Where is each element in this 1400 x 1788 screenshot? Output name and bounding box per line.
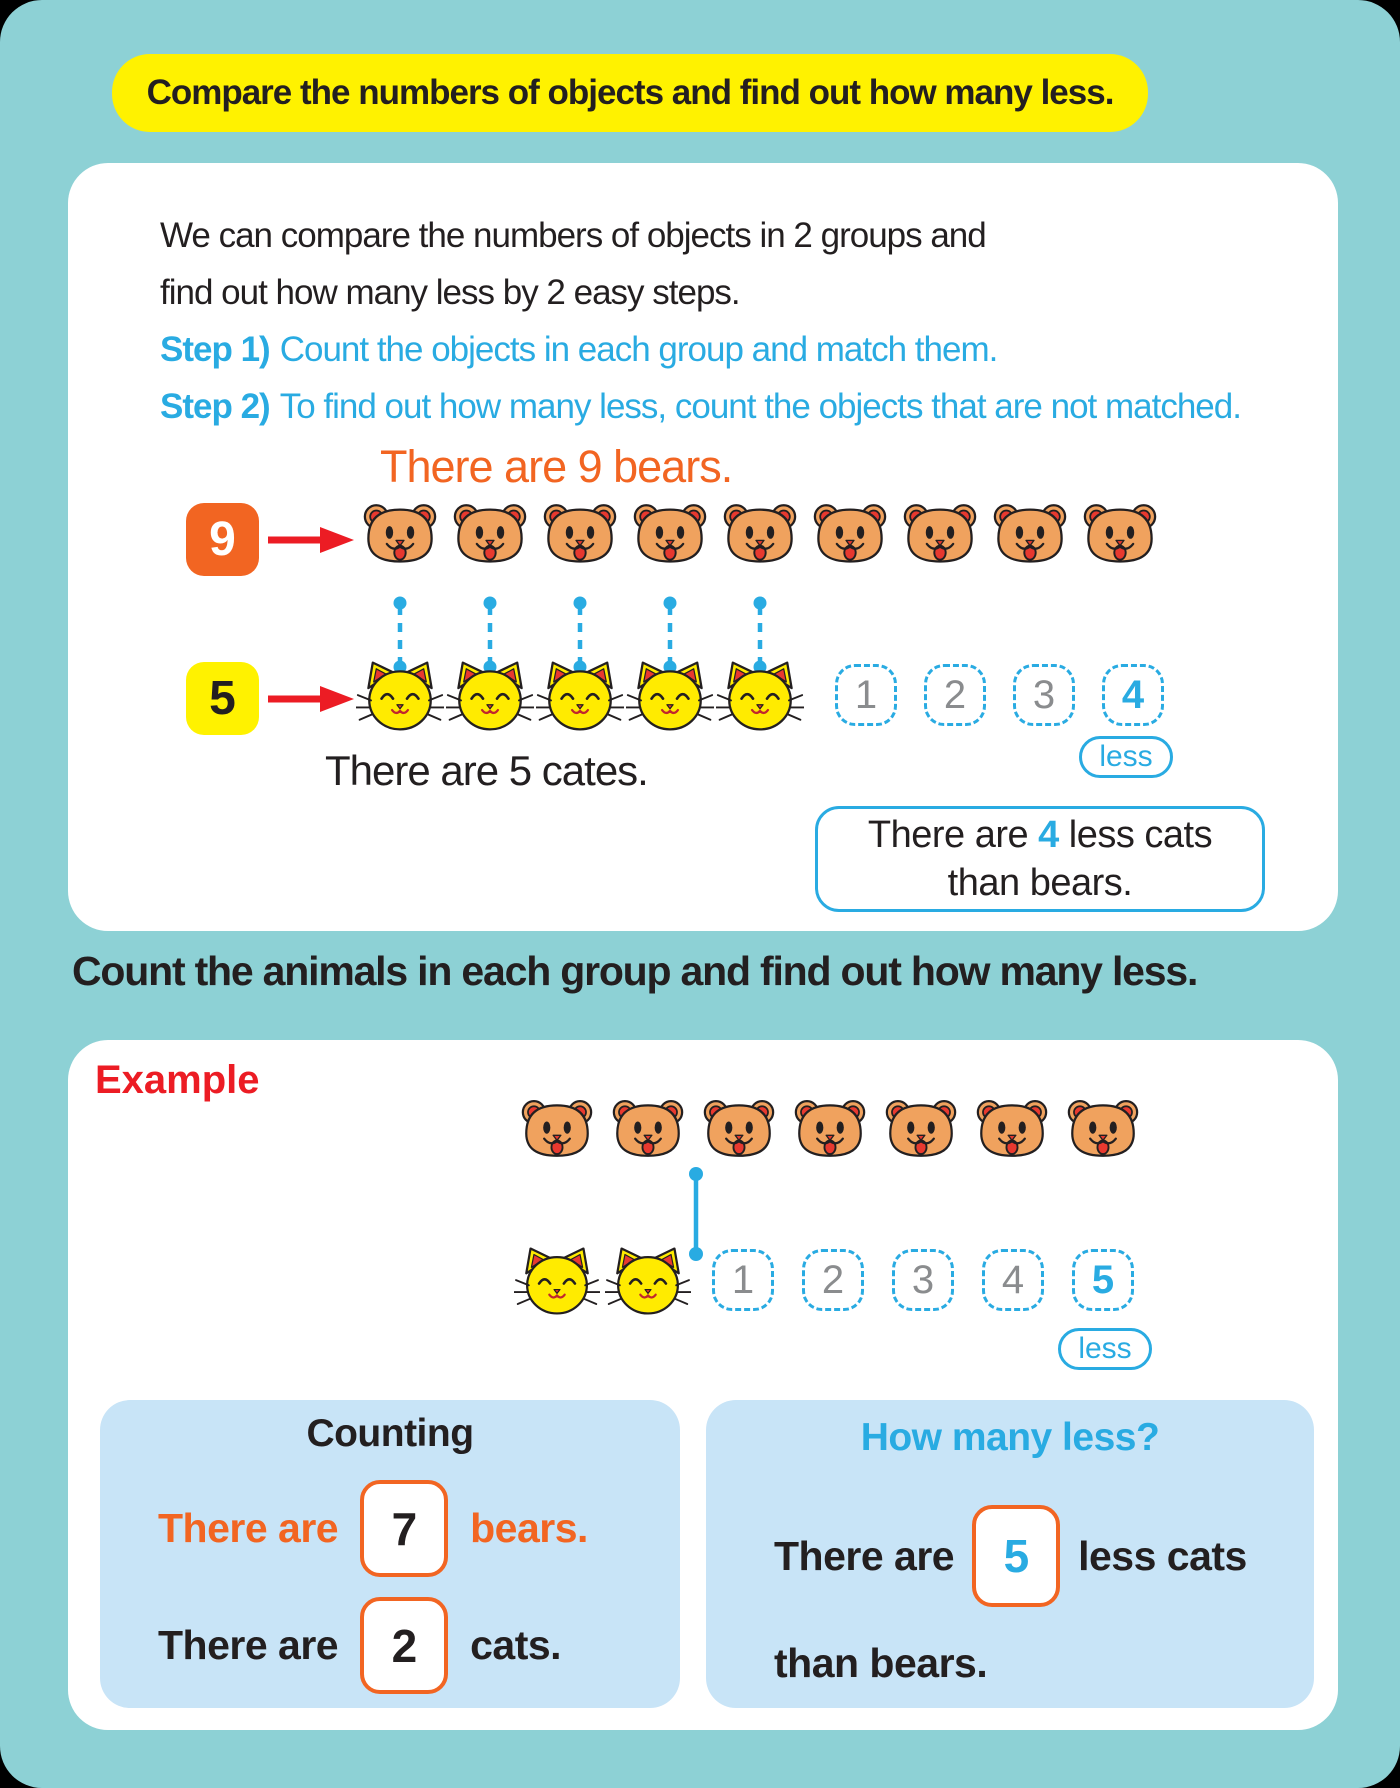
cats-answer-box [360,1597,448,1694]
lesson-intro [160,207,1241,435]
intro-line-2: find out how many less by 2 easy steps. [160,273,740,312]
bear-icon [716,500,804,572]
bear-icon [969,1096,1055,1166]
title-banner-text: Compare the numbers of objects and find out how many less. [146,73,1114,112]
cat-icon [514,1246,600,1316]
counting-bears-row [158,1480,588,1577]
example-count-circles-row [712,1249,1134,1311]
bear-icon [356,500,444,572]
cat-icon [626,660,714,732]
bear-icon [605,1096,691,1166]
less-badge: less [1058,1328,1152,1370]
result-pre: There are [867,814,1029,856]
example-label: Example [95,1058,260,1102]
bears-count-badge: 9 [186,503,259,576]
result-value: 4 [1038,814,1059,856]
example-cats-row [514,1246,691,1316]
example-bears-row [514,1096,1146,1166]
arrow-icon [268,527,354,553]
title-banner [112,54,1148,132]
bear-icon [878,1096,964,1166]
bear-icon [787,1096,873,1166]
cats-count-badge: 5 [186,662,259,735]
cats-caption: There are 5 cates. [325,747,648,794]
cats-answer-value: 2 [391,1619,417,1672]
counting-cats-row [158,1597,561,1694]
bear-icon [696,1096,782,1166]
count-circle: 4 [982,1249,1044,1311]
result-line-2: than bears. [947,862,1133,904]
count-circle: 4 [1102,664,1164,726]
count-circle: 3 [892,1249,954,1311]
intro-line-1: We can compare the numbers of objects in 2 groups and [160,216,986,255]
result-post: less cats [1068,814,1213,856]
step-1-line [160,321,1241,378]
step-1-label: Step 1) [160,330,270,369]
count-circles-row [835,664,1164,726]
count-circle: 2 [802,1249,864,1311]
counting-box [100,1400,680,1708]
how-many-less-row [774,1505,1247,1607]
count-circle: 1 [712,1249,774,1311]
bear-icon [806,500,894,572]
bear-icon [514,1096,600,1166]
bears-answer-box [360,1480,448,1577]
count-circle: 3 [1013,664,1075,726]
counting-cats-pre: There are [158,1622,339,1668]
example-panel [68,1040,1338,1730]
less-badge: less [1079,736,1173,778]
cat-icon [356,660,444,732]
bear-icon [536,500,624,572]
cat-icon [446,660,534,732]
bears-caption: There are 9 bears. [380,441,733,492]
exercise-heading: Count the animals in each group and find out how many less. [72,948,1198,994]
bear-icon [446,500,534,572]
cat-icon [605,1246,691,1316]
cat-icon [536,660,624,732]
bear-icon [896,500,984,572]
counting-title: Counting [306,1412,474,1455]
hml-post: less cats [1078,1532,1247,1579]
bear-icon [626,500,714,572]
hml-pre: There are [774,1532,955,1579]
count-circle: 1 [835,664,897,726]
arrow-icon [268,686,354,712]
lesson-panel [68,163,1338,931]
result-line-1 [868,811,1212,859]
step-1-text: Count the objects in each group and match them. [279,330,998,369]
counting-cats-post: cats. [470,1622,562,1668]
less-answer-value: 5 [1003,1530,1029,1582]
cats-row [356,660,804,732]
how-many-less-title: How many less? [860,1416,1160,1459]
bears-answer-value: 7 [391,1502,417,1555]
how-many-less-box [706,1400,1314,1708]
step-2-text: To find out how many less, count the objects that are not matched. [279,387,1241,426]
counting-bears-post: bears. [470,1505,588,1551]
count-circle: 5 [1072,1249,1134,1311]
bear-icon [986,500,1074,572]
counting-bears-pre: There are [158,1505,339,1551]
cat-icon [716,660,804,732]
result-box [815,806,1265,912]
count-circle: 2 [924,664,986,726]
step-2-label: Step 2) [160,387,270,426]
bear-icon [1076,500,1164,572]
step-2-line [160,378,1241,435]
hml-line-2: than bears. [774,1640,988,1686]
less-answer-box [972,1505,1060,1607]
bears-row [356,500,1164,572]
bear-icon [1060,1096,1146,1166]
